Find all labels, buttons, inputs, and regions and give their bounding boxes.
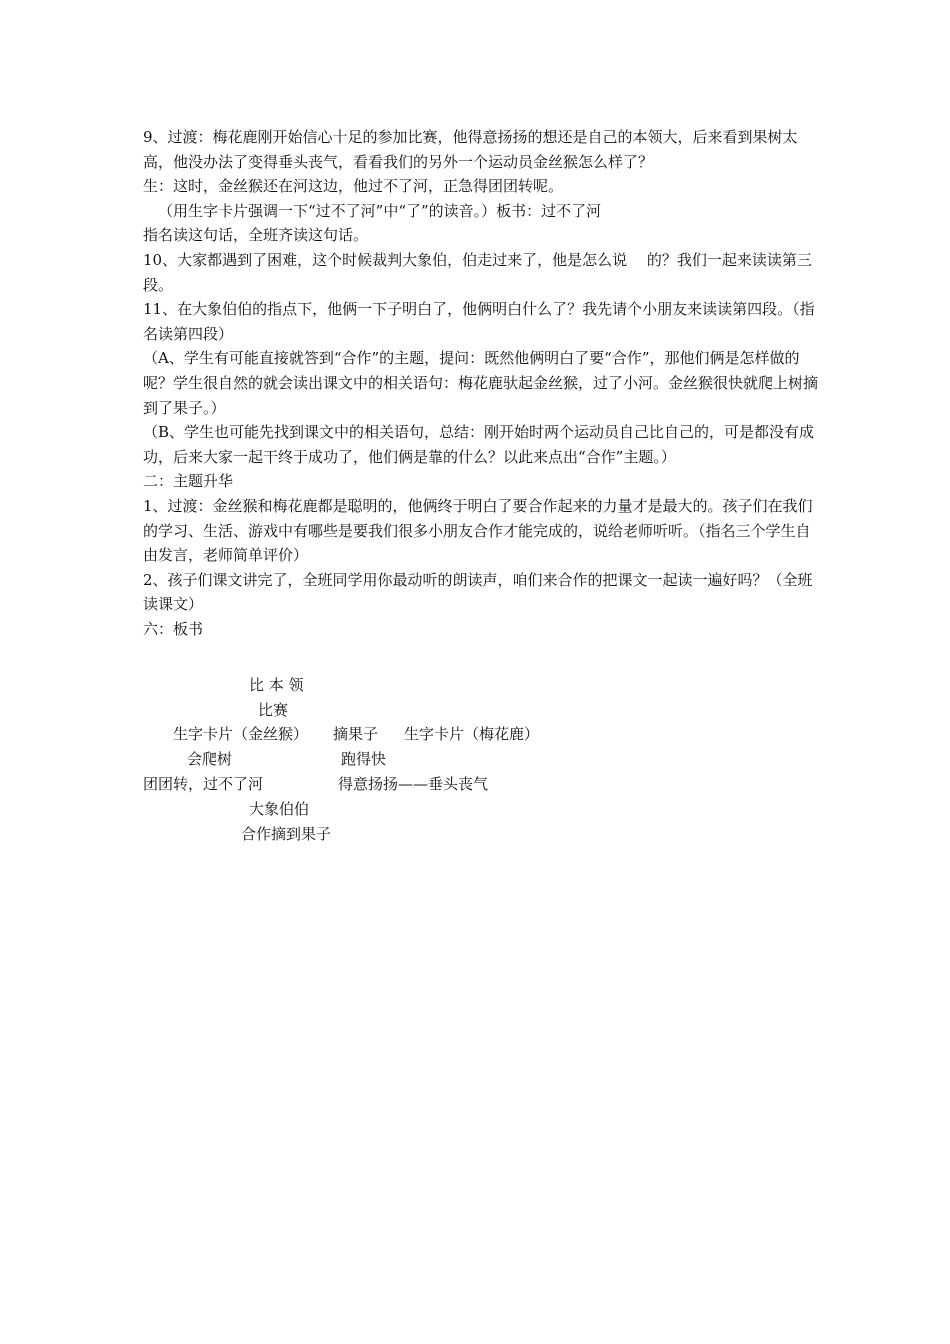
paragraph-option-b: （B、学生也可能先找到课文中的相关语句，总结：刚开始时两个运动员自己比自己的，可是都没有成功，后来大家一起干终于成功了，他们俩是靠的什么？以此来点出“合作”主题。） [143,423,815,466]
board-proud-dejected: 得意扬扬——垂头丧气 [338,775,489,793]
board-pick-fruit: 摘果子 [333,725,379,743]
paragraph-step-11: 11、在大象伯伯的指点下，他俩一下子明白了，他俩明白什么了？我先请个小朋友来读读第四段。（指名读第四段） [143,300,815,343]
paragraph-read-sentence: 指名读这句话，全班齐读这句话。 [143,226,369,245]
board-run-fast: 跑得快 [341,750,387,768]
board-elephant: 大象伯伯 [249,800,310,818]
paragraph-transition-9: 9、过渡：梅花鹿刚开始信心十足的参加比赛，他得意扬扬的想还是自己的本领大，后来看到果树太高，他没办法了变得垂头丧气，看看我们的另外一个运动员金丝猴怎么样了？ [143,128,798,171]
section-heading-board: 六：板书 [143,619,204,638]
board-subtitle: 比赛 [258,701,289,719]
paragraph-theme-1: 1、过渡：金丝猴和梅花鹿都是聪明的，他俩终于明白了要合作起来的力量才是最大的。孩子们在我们的学习、生活、游戏中有哪些是要我们很多小朋友合作才能完成的，说给老师听听。（指名三个学生自由发言，老师简单评价） [143,496,813,565]
paragraph-option-a: （A、学生有可能直接就答到“合作”的主题，提问：既然他俩明白了要“合作”，那他们俩是怎样做的呢？学生很自然的就会读出课文中的相关语句：梅花鹿驮起金丝猴，过了小河。金丝猴很快就爬上树摘到了果子。） [143,349,819,417]
board-title: 比 本 领 [249,676,304,694]
board-card-monkey: 生字卡片（金丝猴） [173,725,309,743]
board-climb-tree: 会爬树 [187,750,233,768]
board-cooperate: 合作摘到果子 [241,825,332,843]
paragraph-step-10: 10、大家都遇到了困难，这个时候裁判大象伯，伯走过来了，他是怎么说 的？我们一起来读读第三段。 [143,250,812,294]
paragraph-student-answer: 生：这时，金丝猴还在河这边，他过不了河，正急得团团转呢。 [143,177,564,196]
board-cannot-cross: 团团转，过不了河 [143,775,264,793]
board-card-deer: 生字卡片（梅花鹿） [404,725,540,743]
section-heading-theme: 二：主题升华 [143,472,234,491]
paragraph-theme-2: 2、孩子们课文讲完了，全班同学用你最动听的朗读声，咱们来合作的把课文一起读一遍好吗？（全班读课文） [143,570,813,614]
lesson-plan-text [143,125,823,641]
paragraph-card-note: （用生字卡片强调一下“过不了河”中“了”的读音。）板书：过不了河 [158,201,602,220]
